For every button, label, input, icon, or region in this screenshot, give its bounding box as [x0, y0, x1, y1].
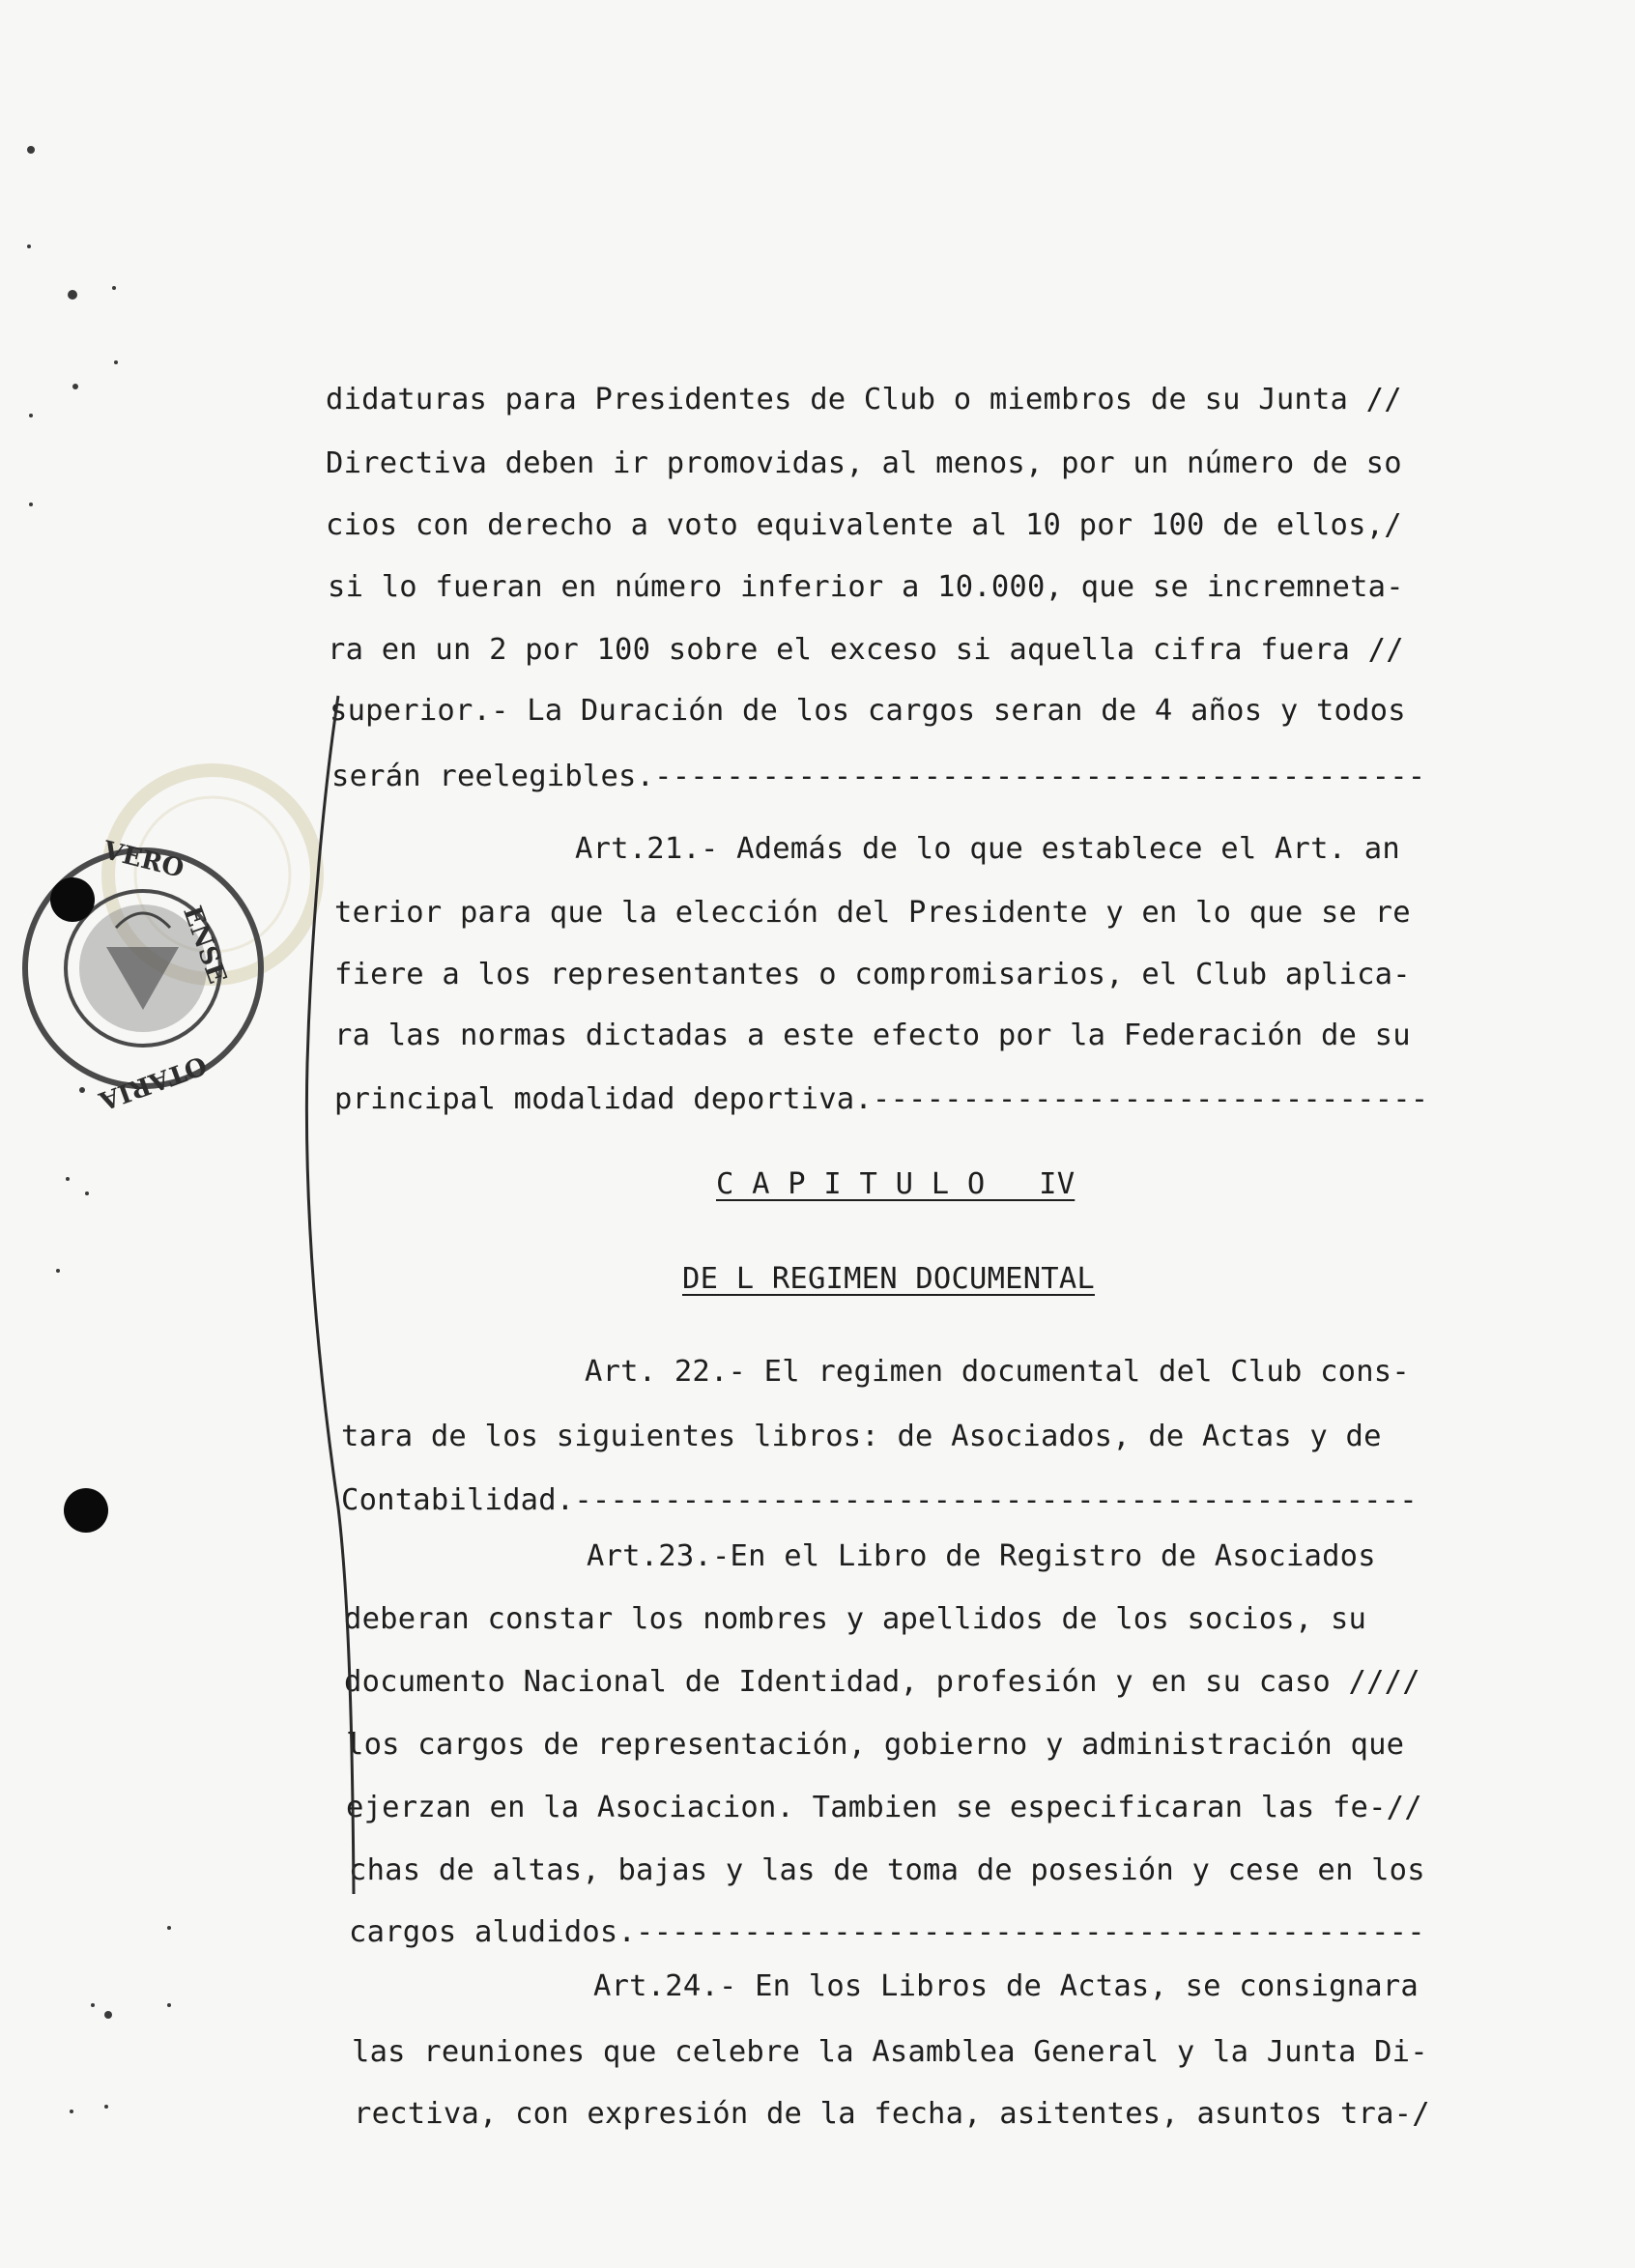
- text-line: ejerzan en la Asociacion. Tambien se especificaran las fe-//: [346, 1791, 1422, 1824]
- chapter-subtitle: DE L REGIMEN DOCUMENTAL: [682, 1262, 1095, 1296]
- text-line: cargos aludidos.--------------------------------------------: [349, 1915, 1425, 1949]
- chapter-title: C A P I T U L O IV: [716, 1167, 1076, 1201]
- article-heading-line: Art.21.- Además de lo que establece el Art. an: [575, 832, 1400, 866]
- stamp-text-bottom: OTARIA: [95, 1049, 211, 1115]
- article-heading-line: Art.23.-En el Libro de Registro de Asociados: [587, 1539, 1376, 1573]
- text-line: ra en un 2 por 100 sobre el exceso si aquella cifra fuera //: [328, 633, 1404, 667]
- text-line: Directiva deben ir promovidas, al menos, por un número de so: [326, 446, 1402, 480]
- article-heading-line: Art. 22.- El regimen documental del Club cons-: [585, 1355, 1410, 1389]
- text-line: tara de los siguientes libros: de Asociados, de Actas y de: [341, 1420, 1382, 1453]
- punch-hole: [64, 1488, 108, 1533]
- text-line: terior para que la elección del Presidente y en lo que se re: [334, 896, 1411, 930]
- stamp-text-side: ENSE: [177, 902, 232, 989]
- article-heading-line: Art.24.- En los Libros de Actas, se consignara: [593, 1969, 1419, 2003]
- text-line: deberan constar los nombres y apellidos de los socios, su: [344, 1602, 1367, 1636]
- text-line: fiere a los representantes o compromisarios, el Club aplica-: [334, 958, 1411, 991]
- text-line: superior.- La Duración de los cargos seran de 4 años y todos: [330, 694, 1406, 728]
- text-line: didaturas para Presidentes de Club o miembros de su Junta //: [326, 383, 1402, 416]
- text-line: Contabilidad.-----------------------------------------------: [341, 1483, 1418, 1517]
- text-line: chas de altas, bajas y las de toma de posesión y cese en los: [349, 1853, 1425, 1887]
- text-line: serán reelegibles.-------------------------------------------: [331, 760, 1426, 793]
- text-line: ra las normas dictadas a este efecto por la Federación de su: [334, 1019, 1411, 1052]
- punch-hole: [50, 877, 95, 922]
- text-line: documento Nacional de Identidad, profesión y en su caso ////: [344, 1665, 1420, 1699]
- text-line: los cargos de representación, gobierno y administración que: [346, 1728, 1405, 1762]
- text-line: rectiva, con expresión de la fecha, asitentes, asuntos tra-/: [354, 2097, 1430, 2131]
- text-line: las reuniones que celebre la Asamblea General y la Junta Di-: [352, 2035, 1428, 2069]
- text-line: si lo fueran en número inferior a 10.000, que se incremneta-: [328, 570, 1404, 604]
- stamp-text-top: VERO: [100, 836, 187, 884]
- text-line: principal modalidad deportiva.-------------------------------: [334, 1082, 1429, 1116]
- text-line: cios con derecho a voto equivalente al 10 por 100 de ellos,/: [326, 508, 1402, 542]
